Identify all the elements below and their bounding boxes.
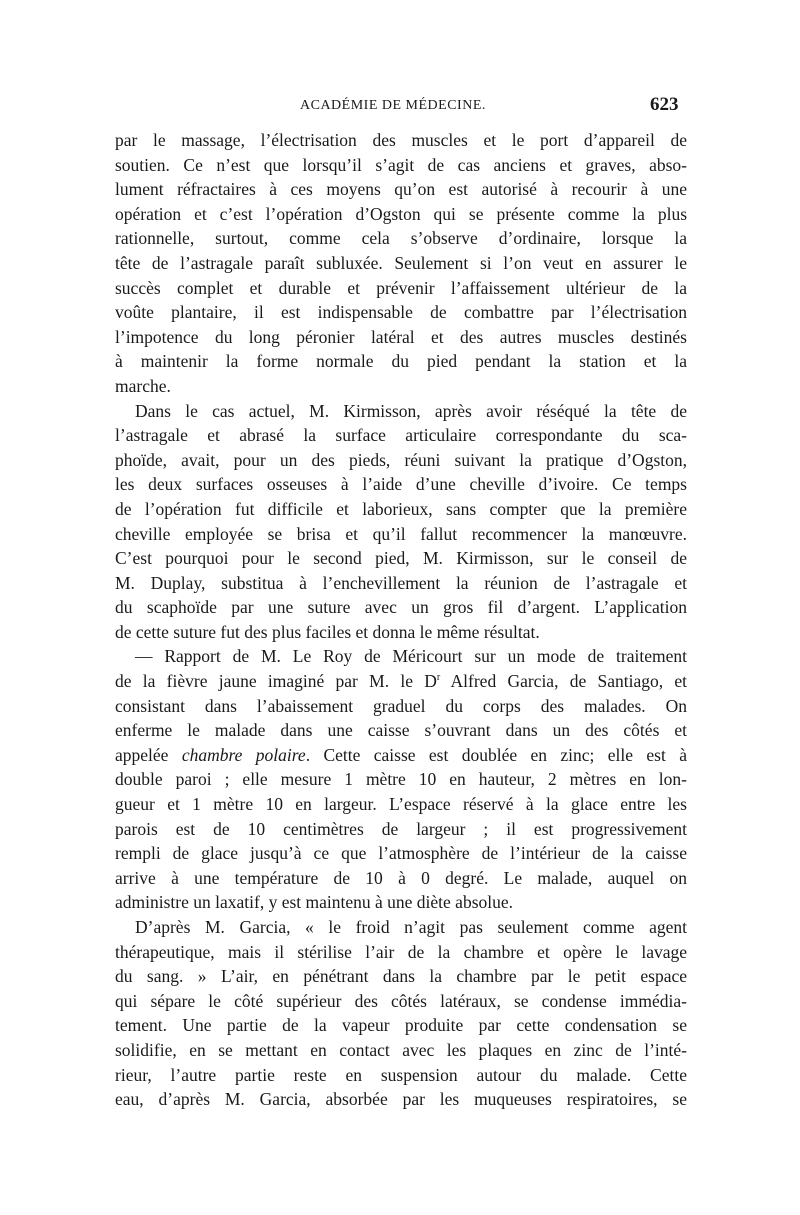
text-line: du scaphoïde par une suture avec un gros fil d’argent. L’application [115, 597, 687, 618]
text-line: double paroi ; elle mesure 1 mètre 10 en hauteur, 2 mètres en lon- [115, 769, 687, 790]
text-line: du sang. » L’air, en pénétrant dans la chambre par le petit espace [115, 966, 687, 987]
text-line: lument réfractaires à ces moyens qu’on est autorisé à recourir à une [115, 179, 687, 200]
text-line: administre un laxatif, y est maintenu à une diète absolue. [115, 892, 514, 913]
running-head: ACADÉMIE DE MÉDECINE. [300, 98, 486, 113]
text-line: l’impotence du long péronier latéral et des autres muscles destinés [115, 326, 687, 347]
text-line: rationnelle, surtout, comme cela s’observe d’ordinaire, lorsque la [115, 228, 687, 249]
text-line: solidifie, en se mettant en contact avec les plaques en zinc de l’inté- [115, 1039, 687, 1060]
text-line: qui sépare le côté supérieur des côtés latéraux, se condense immédia- [115, 990, 687, 1011]
text-line: thérapeutique, mais il stérilise l’air de la chambre et opère le lavage [115, 941, 687, 962]
text-line: de l’opération fut difficile et laborieux, sans compter que la première [115, 498, 687, 519]
text-line: rempli de glace jusqu’à ce que l’atmosphère de l’intérieur de la caisse [115, 843, 687, 864]
text-line: — Rapport de M. Le Roy de Méricourt sur un mode de traitement [135, 646, 687, 667]
text-line: l’astragale et abrasé la surface articulaire correspondante du sca- [115, 425, 687, 446]
text-line: soutien. Ce n’est que lorsqu’il s’agit de cas anciens et graves, abso- [115, 154, 687, 175]
text-line: opération et c’est l’opération d’Ogston qui se présente comme la plus [115, 203, 687, 224]
text-segment: Alfred Garcia, de Santiago, et [440, 671, 688, 692]
text-line: C’est pourquoi pour le second pied, M. Kirmisson, sur le conseil de [115, 548, 687, 569]
text-line: tête de l’astragale paraît subluxée. Seulement si l’on veut en assurer le [115, 252, 687, 273]
text-line: Dans le cas actuel, M. Kirmisson, après avoir réséqué la tête de [135, 400, 687, 421]
page-body [115, 128, 687, 1112]
text-line: tement. Une partie de la vapeur produite par cette condensation se [115, 1015, 687, 1036]
text-line: arrive à une température de 10 à 0 degré. Le malade, auquel on [115, 867, 687, 888]
text-line: enferme le malade dans une caisse s’ouvrant dans un des côtés et [115, 720, 687, 741]
text-line: par le massage, l’électrisation des muscles et le port d’appareil de [115, 130, 687, 150]
text-line [115, 669, 687, 694]
text-line: eau, d’après M. Garcia, absorbée par les muqueuses respiratoires, se [115, 1089, 687, 1110]
superscript: r [436, 672, 441, 684]
text-line [115, 743, 687, 768]
text-line: consistant dans l’abaissement graduel du corps des malades. On [115, 695, 687, 716]
text-segment: appelée [115, 744, 182, 765]
text-line: phoïde, avait, pour un des pieds, réuni suivant la pratique d’Ogston, [115, 449, 687, 470]
text-segment: . Cette caisse est doublée en zinc; elle est à [305, 744, 687, 765]
text-segment: de la fièvre jaune imaginé par M. le D [115, 671, 437, 692]
text-line: gueur et 1 mètre 10 en largeur. L’espace réservé à la glace entre les [115, 794, 687, 815]
text-line: succès complet et durable et prévenir l’affaissement ultérieur de la [115, 277, 687, 298]
text-line: rieur, l’autre partie reste en suspension autour du malade. Cette [115, 1064, 687, 1085]
text-line: les deux surfaces osseuses à l’aide d’une cheville d’ivoire. Ce temps [115, 474, 687, 495]
text-line: cheville employée se brisa et qu’il fallut recommencer la manœuvre. [115, 523, 687, 544]
text-line: à maintenir la forme normale du pied pendant la station et la [115, 351, 687, 372]
text-line: de cette suture fut des plus faciles et donna le même résultat. [115, 621, 540, 642]
page-number: 623 [650, 94, 679, 115]
text-line: M. Duplay, substitua à l’enchevillement la réunion de l’astragale et [115, 572, 687, 593]
text-line: D’après M. Garcia, « le froid n’agit pas seulement comme agent [135, 917, 687, 937]
italic-term: chambre polaire [181, 744, 306, 765]
text-line: parois est de 10 centimètres de largeur ; il est progressivement [115, 818, 687, 839]
text-line: voûte plantaire, il est indispensable de combattre par l’électrisation [115, 302, 687, 323]
text-line: marche. [115, 375, 171, 396]
